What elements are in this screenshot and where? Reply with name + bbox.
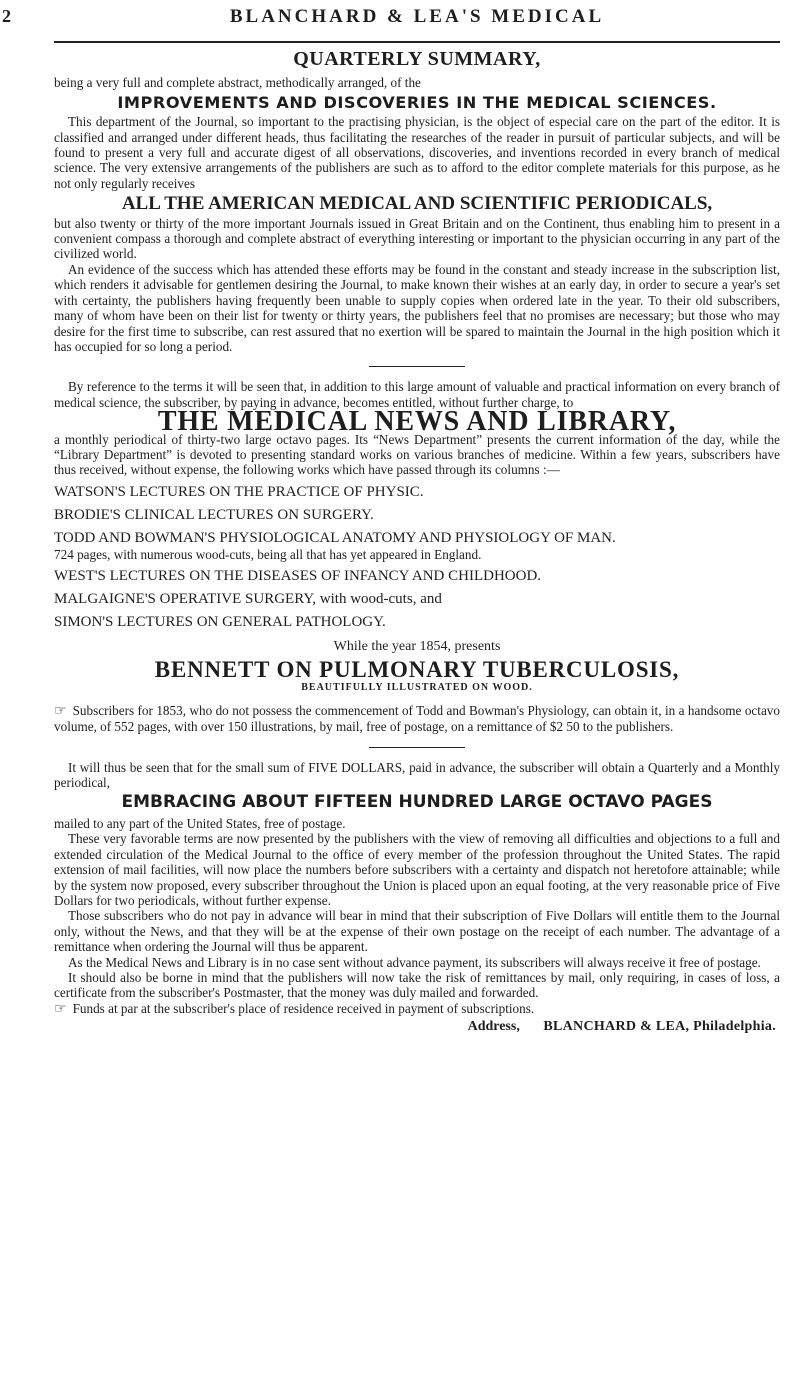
funds-note bbox=[54, 1001, 780, 1017]
terms-paragraph-5: It should also be borne in mind that the publishers will now take the risk of remittances by mail, only requiring, in cases of loss, a certificate from the subscriber's Postmaster, that the money was duly mailed and forwarded. bbox=[54, 970, 780, 1001]
address-name: BLANCHARD & LEA, Philadelphia. bbox=[543, 1019, 776, 1035]
works-list bbox=[54, 484, 780, 631]
news-description: a monthly periodical of thirty-two large octavo pages. Its “News Department” presents the current information of the day, while the “Library Department” is devoted to presenting standard works on various branches of medicine. Within a few years, subscribers have thus received, without expense, the following works which have passed through its columns :— bbox=[54, 431, 780, 478]
quarterly-paragraph-3: An evidence of the success which has attended these efforts may be found in the constant and steady increase in the subscription list, which renders it advisable for gentlemen desiring the Journal, to make known their wishes at an early day, in order to secure a year's set with certainty, the publishers having frequently been unable to supply copies when ordered late in the year. To their old subscribers, many of whom have been on their list for twenty or thirty years, the publishers feel that no promises are necessary; but those who may desire for the first time to subscribe, can rest assured that no exertion will be spared to maintain the Journal in the high position which it has occupied for so long a period. bbox=[54, 261, 780, 354]
subscribers-note-text: Subscribers for 1853, who do not possess the commencement of Todd and Bowman's Physiology, can obtain it, in a handsome octavo volume, of 552 pages, with over 150 illustrations, by mail, free of postage, on a remittance of $2 50 to the publishers. bbox=[54, 702, 780, 735]
running-title: BLANCHARD & LEA'S MEDICAL bbox=[229, 6, 605, 27]
terms-paragraph-1: mailed to any part of the United States, free of postage. bbox=[54, 816, 346, 831]
header-rule bbox=[54, 41, 780, 43]
address-label: Address, bbox=[467, 1019, 520, 1035]
work-watson: WATSON'S LECTURES ON THE PRACTICE OF PHYSIC. bbox=[54, 483, 424, 500]
work-simon: SIMON'S LECTURES ON GENERAL PATHOLOGY. bbox=[54, 613, 386, 630]
subscribers-note bbox=[54, 703, 780, 735]
page-content bbox=[54, 48, 780, 1035]
work-malgaigne: MALGAIGNE'S OPERATIVE SURGERY, with wood-cuts, and bbox=[54, 590, 442, 607]
funds-note-text: Funds at par at the subscriber's place of residence received in payment of subscriptions. bbox=[72, 1000, 535, 1016]
terms-intro: It will thus be seen that for the small sum of FIVE DOLLARS, paid in advance, the subscriber will obtain a Quarterly and a Monthly periodical, bbox=[54, 759, 780, 791]
page-header bbox=[2, 6, 780, 36]
terms-paragraph-2: These very favorable terms are now presented by the publishers with the view of removing all difficulties and objections to a full and extended circulation of the Medical Journal to the office of every member of the profession throughout the United States. The rapid extension of mail facilities, will now place the numbers before subscribers with a certainty and dispatch not heretofore attainable; while by the system now proposed, every subscriber throughout the Union is placed upon an equal footing, at the very reasonable price of Five Dollars for two periodicals, without further expense. bbox=[54, 831, 780, 909]
quarterly-paragraph-2: but also twenty or thirty of the more important Journals issued in Great Britain and on the Continent, thus enabling him to present in a convenient compass a thorough and complete abstract of everything interesting or important to the physician occurring in any part of the civilized world. bbox=[54, 215, 780, 262]
bennett-title: BENNETT ON PULMONARY TUBERCULOSIS, bbox=[154, 657, 680, 683]
fifteen-hundred-pages-title: EMBRACING ABOUT FIFTEEN HUNDRED LARGE OCTAVO PAGES bbox=[121, 791, 713, 812]
work-west: WEST'S LECTURES ON THE DISEASES OF INFANCY AND CHILDHOOD. bbox=[54, 567, 542, 584]
periodicals-heading: ALL THE AMERICAN MEDICAL AND SCIENTIFIC PERIODICALS, bbox=[121, 193, 713, 215]
address-line bbox=[54, 1019, 780, 1034]
year-1854-line: While the year 1854, presents bbox=[333, 638, 501, 654]
pointing-hand-icon: ☞ bbox=[54, 702, 67, 719]
terms-paragraph-3: Those subscribers who do not pay in advance will bear in mind that their subscription of Five Dollars will entitle them to the Journal only, without the News, and that they will be at the expense of their own postage on the receipt of each number. The advantage of a remittance when ordering the Journal will thus be apparent. bbox=[54, 908, 780, 955]
quarterly-subtitle: being a very full and complete abstract, methodically arranged, of the bbox=[54, 75, 421, 91]
work-todd-note: 724 pages, with numerous wood-cuts, being all that has yet appeared in England. bbox=[54, 546, 482, 562]
bennett-subtitle: BEAUTIFULLY ILLUSTRATED ON WOOD. bbox=[301, 681, 533, 693]
quarterly-summary-title: QUARTERLY SUMMARY, bbox=[293, 48, 541, 70]
medical-news-title: THE MEDICAL NEWS AND LIBRARY, bbox=[157, 406, 677, 438]
page-number: 2 bbox=[2, 6, 11, 26]
pointing-hand-icon-2: ☞ bbox=[54, 1000, 67, 1017]
section-divider-1 bbox=[369, 366, 465, 367]
terms-paragraph-4: As the Medical News and Library is in no case sent without advance payment, its subscribers will always receive it free of postage. bbox=[68, 954, 761, 970]
quarterly-paragraph-1: This department of the Journal, so important to the practising physician, is the object of especial care on the part of the editor. It is classified and arranged under different heads, thus facilitating the researches of the reader in pursuit of particular subjects, and will be found to present a very full and accurate digest of all observations, discoveries, and inventions recorded in every branch of medical science. The very extensive arrangements of the publishers are such as to afford to the editor complete materials for this purpose, as he not only regularly receives bbox=[54, 114, 780, 191]
improvements-banner: IMPROVEMENTS AND DISCOVERIES IN THE MEDICAL SCIENCES. bbox=[117, 92, 717, 112]
news-intro: By reference to the terms it will be seen that, in addition to this large amount of valuable and practical information on every branch of medical science, the subscriber, by paying in advance, becomes entitled, without further charge, to bbox=[54, 379, 780, 410]
section-divider-2 bbox=[369, 747, 465, 748]
work-brodie: BRODIE'S CLINICAL LECTURES ON SURGERY. bbox=[54, 506, 374, 523]
work-todd-bowman: TODD AND BOWMAN'S PHYSIOLOGICAL ANATOMY AND PHYSIOLOGY OF MAN. bbox=[54, 529, 616, 546]
